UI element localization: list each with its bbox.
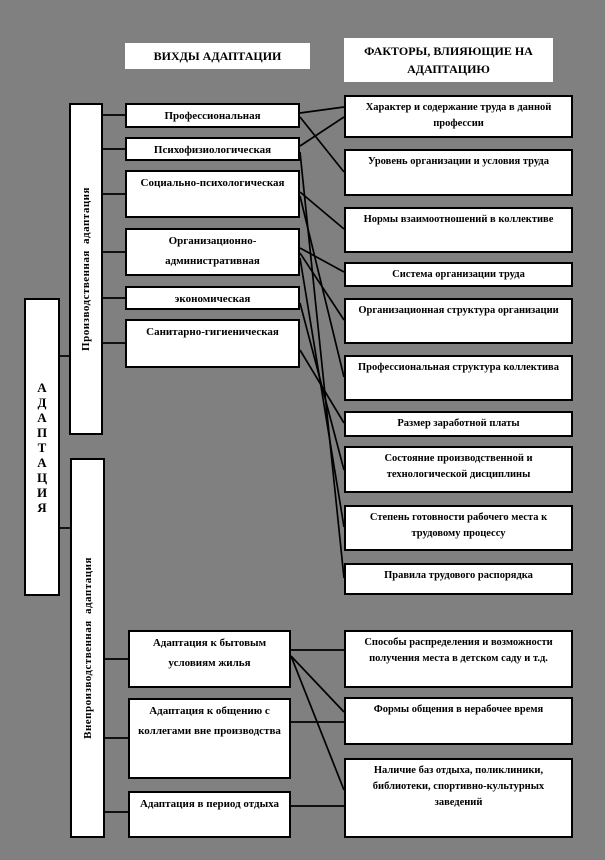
adaptation-letter: П (36, 424, 48, 440)
connector-line (300, 350, 344, 423)
factor-box-labor-rules: Правила трудового распорядка (344, 563, 573, 595)
factor-box-work-organization-level: Уровень организации и условия труда (344, 149, 573, 196)
adaptation-letter: И (36, 484, 48, 500)
group-box-production (69, 103, 103, 435)
connector-line (300, 192, 344, 229)
connector-line (300, 248, 344, 272)
connector-line (300, 117, 344, 172)
type-box-rest-period: Адаптация в период отдыха (128, 791, 291, 838)
connector-line (300, 303, 344, 470)
types-header (125, 43, 310, 69)
types-header-label: ВИХДЫ АДАПТАЦИИ (153, 49, 282, 63)
factor-box-workplace-readiness: Степень готовности рабочего места к трудовому процессу (344, 505, 573, 551)
connector-line (300, 152, 344, 578)
connector-line (300, 258, 344, 527)
factor-box-off-hours-communication: Формы общения в нерабочее время (344, 697, 573, 745)
factor-box-org-structure: Организационная структура организации (344, 298, 573, 344)
connector-line (291, 656, 344, 712)
type-box-organizational-administrative: Организационно-административная (125, 228, 300, 276)
factor-box-recreation-facilities: Наличие баз отдыха, поликлиники, библиотеки, спортивно-культурных заведений (344, 758, 573, 838)
type-box-professional: Профессиональная (125, 103, 300, 128)
adaptation-letter: А (37, 409, 47, 425)
type-box-communication-outside: Адаптация к общению с коллегами вне производства (128, 698, 291, 779)
type-box-economic: экономическая (125, 286, 300, 310)
factor-box-kindergarten: Способы распределения и возможности получения места в детском саду и т.д. (344, 630, 573, 688)
group-label-production: Производственная адаптация (80, 187, 93, 351)
connector-line (300, 253, 344, 320)
factor-box-professional-structure: Профессиональная структура коллектива (344, 355, 573, 401)
adaptation-letter: Т (37, 439, 47, 455)
factors-header-label: ФАКТОРЫ, ВЛИЯЮЩИЕ НА АДАПТАЦИЮ (364, 44, 533, 76)
factor-box-relations-norms: Нормы взаимоотношений в коллективе (344, 207, 573, 253)
type-box-household-conditions: Адаптация к бытовым условиям жилья (128, 630, 291, 688)
group-box-non-production (70, 458, 105, 838)
adaptation-letter: А (37, 379, 47, 395)
adaptation-letter: А (37, 454, 47, 470)
type-box-psychophysiological: Психофизиологическая (125, 137, 300, 161)
factor-box-discipline-state: Состояние производственной и технологической дисциплины (344, 446, 573, 493)
type-box-sanitary-hygienic: Санитарно-гигиеническая (125, 319, 300, 368)
adaptation-letter: Д (37, 394, 47, 410)
connector-line (300, 107, 344, 113)
factors-header (344, 38, 553, 82)
adaptation-letter: Я (37, 499, 47, 515)
connector-line (291, 656, 344, 790)
adaptation-root-box (24, 298, 60, 596)
connector-line (300, 117, 344, 146)
type-box-socio-psychological: Социально-психологическая (125, 170, 300, 218)
adaptation-letter: Ц (36, 469, 48, 485)
group-label-non-production: Внепроизводственная адаптация (81, 557, 94, 739)
factor-box-salary: Размер заработной платы (344, 411, 573, 437)
connector-line (300, 196, 344, 377)
factor-box-work-character: Характер и содержание труда в данной профессии (344, 95, 573, 138)
factor-box-labor-organization: Система организации труда (344, 262, 573, 287)
